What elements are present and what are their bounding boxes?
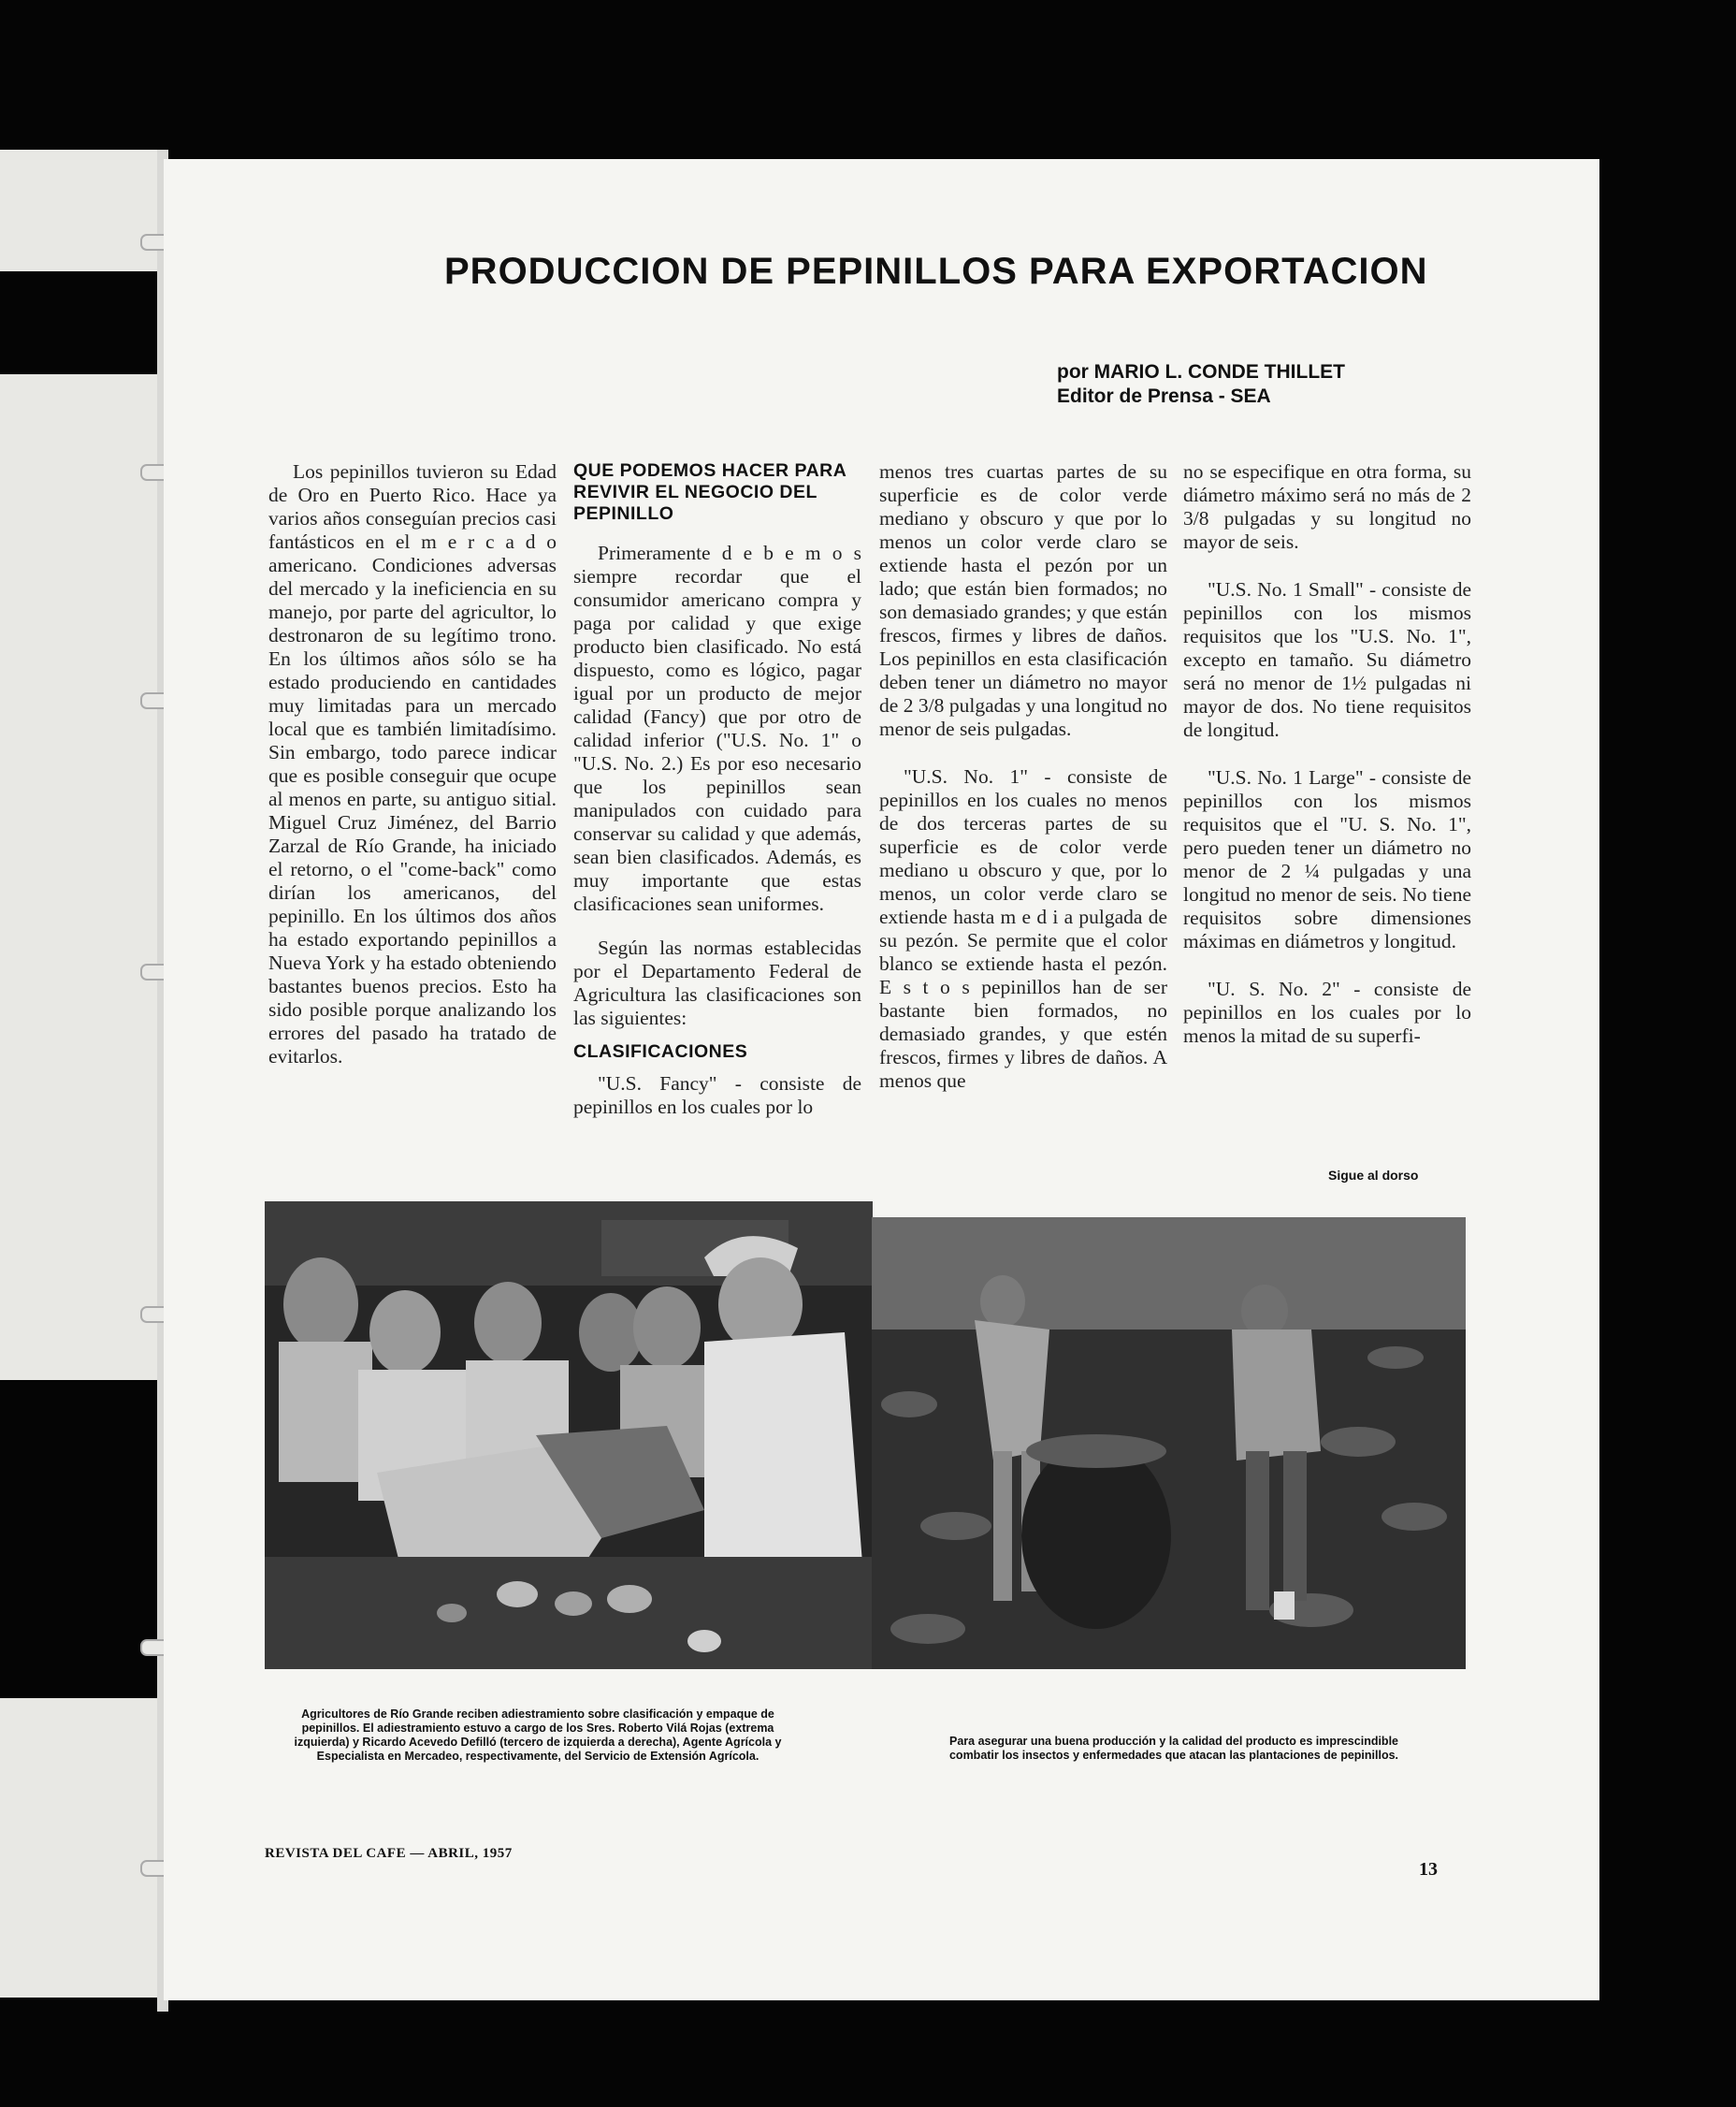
photo-field-spraying [872,1217,1466,1669]
photo-caption-right: Para asegurar una buena producción y la calidad del producto es imprescindible combatir los insectos y enfermedades que atacan las plantaciones de pepinillos. [948,1735,1399,1762]
facing-page-strip [0,374,157,1380]
facing-page-strip [0,150,157,271]
paragraph: Según las normas establecidas por el Departamento Federal de Agricultura las clasificaciones son las siguientes: [573,937,861,1029]
photo-caption-left: Agricultores de Río Grande reciben adiestramiento sobre clasificación y empaque de pepinillos. El adiestramiento estuvo a cargo de los Sres. Roberto Vilá Rojas (extrema izquierda) y Ricardo Acevedo Defilló (tercero de izquierda a derecha), Agente Agrícola y Especialista en Mercadeo, respectivamente, del Servicio de Extensión Agrícola. [294,1707,782,1763]
magazine-page [164,159,1599,2000]
paragraph: "U.S. No. 1" - consiste de pepinillos en los cuales no menos de dos terceras partes de su superficie es de color verde mediano u obscuro y que, por lo menos, un color verde claro se extiende hasta m e d i a pulgada de su pezón. Se permite que el color blanco se extiende hasta el pezón. E s t o s pepinillos han de ser bastante bien formados, no demasiado grandes, y que estén frescos, firmes y libres de daños. A menos que [879,765,1167,1092]
text-column-2 [573,460,861,1140]
photo-field-image [872,1217,1466,1669]
author-role: Editor de Prensa - SEA [1057,385,1271,407]
author-name: por MARIO L. CONDE THILLET [1057,361,1345,383]
byline [1057,360,1345,409]
paragraph: "U. S. No. 2" - consiste de pepinillos en los cuales por lo menos la mitad de su superfi- [1183,978,1471,1047]
continued-note: Sigue al dorso [1328,1168,1419,1183]
text-column-1 [268,460,557,1089]
article-title: PRODUCCION DE PEPINILLOS PARA EXPORTACION [444,251,1428,292]
paragraph: Los pepinillos tuvieron su Edad de Oro en Puerto Rico. Hace ya varios años conseguían precios casi fantásticos en el m e r c a d o americano. Condiciones adversas del mercado y la ineficiencia en su manejo, por parte del agricultor, lo destronaron de su legítimo trono. En los últimos años sólo se ha estado produciendo en cantidades muy limitadas para un mercado local que es también limitadísimo. Sin embargo, todo parece indicar que es posible conseguir que ocupe al menos en parte, su antiguo sitial. Miguel Cruz Jiménez, del Barrio Zarzal de Río Grande, ha iniciado el retorno, o el "come-back" como dirían los americanos, del pepinillo. En los últimos dos años ha estado exportando pepinillos a Nueva York y ha estado obteniendo bastantes buenos precios. Esto ha sido posible porque analizando los errores del pasado ha tratado de evitarlos. [268,460,557,1068]
page-number: 13 [1419,1859,1438,1880]
paragraph: "U.S. Fancy" - consiste de pepinillos en los cuales por lo [573,1072,861,1118]
photo-farmers-training [265,1201,873,1669]
paragraph: "U.S. No. 1 Small" - consiste de pepinillos con los mismos requisitos que los "U.S. No. 1", excepto en tamaño. Su diámetro será no menor de 1½ pulgadas ni mayor de dos. No tiene requisitos de longitud. [1183,578,1471,741]
text-column-4 [1183,460,1471,1068]
text-column-3 [879,460,1167,1113]
section-heading: CLASIFICACIONES [573,1041,748,1062]
publication-footer: REVISTA DEL CAFE — ABRIL, 1957 [265,1846,513,1861]
facing-page-strip [0,1698,157,1998]
paragraph: "U.S. No. 1 Large" - consiste de pepinillos con los mismos requisitos que el "U. S. No. 1", pero pueden tener un diámetro no menor de 2 ¼ pulgadas y una longitud no menor de seis. No tiene requisitos sobre dimensiones máximas en diámetros y longitud. [1183,766,1471,952]
photo-farmers-image [265,1201,873,1669]
section-heading: QUE PODEMOS HACER PARA REVIVIR EL NEGOCIO DEL PEPINILLO [573,460,846,524]
paragraph: no se especifique en otra forma, su diámetro máximo será no más de 2 3/8 pulgadas y su longitud no mayor de seis. [1183,460,1471,553]
paragraph: Primeramente d e b e m o s siempre recordar que el consumidor americano compra y paga por calidad y que exige producto bien clasificado. No está dispuesto, como es lógico, pagar igual por un producto de mejor calidad (Fancy) que por otro de calidad inferior ("U.S. No. 1" o "U.S. No. 2.) Es por eso necesario que los pepinillos sean manipulados con cuidado para conservar su calidad y que además, sean bien clasificados. Además, es muy importante que estas clasificaciones sean uniformes. [573,542,861,915]
paragraph: menos tres cuartas partes de su superficie es de color verde mediano y obscuro y que por lo menos un color verde claro se extiende hasta el pezón por un lado; que están bien formados; no son demasiado grandes; y que están frescos, firmes y libres de daños. Los pepinillos en esta clasificación deben tener un diámetro no mayor de 2 3/8 pulgadas y una longitud no menor de seis pulgadas. [879,460,1167,740]
